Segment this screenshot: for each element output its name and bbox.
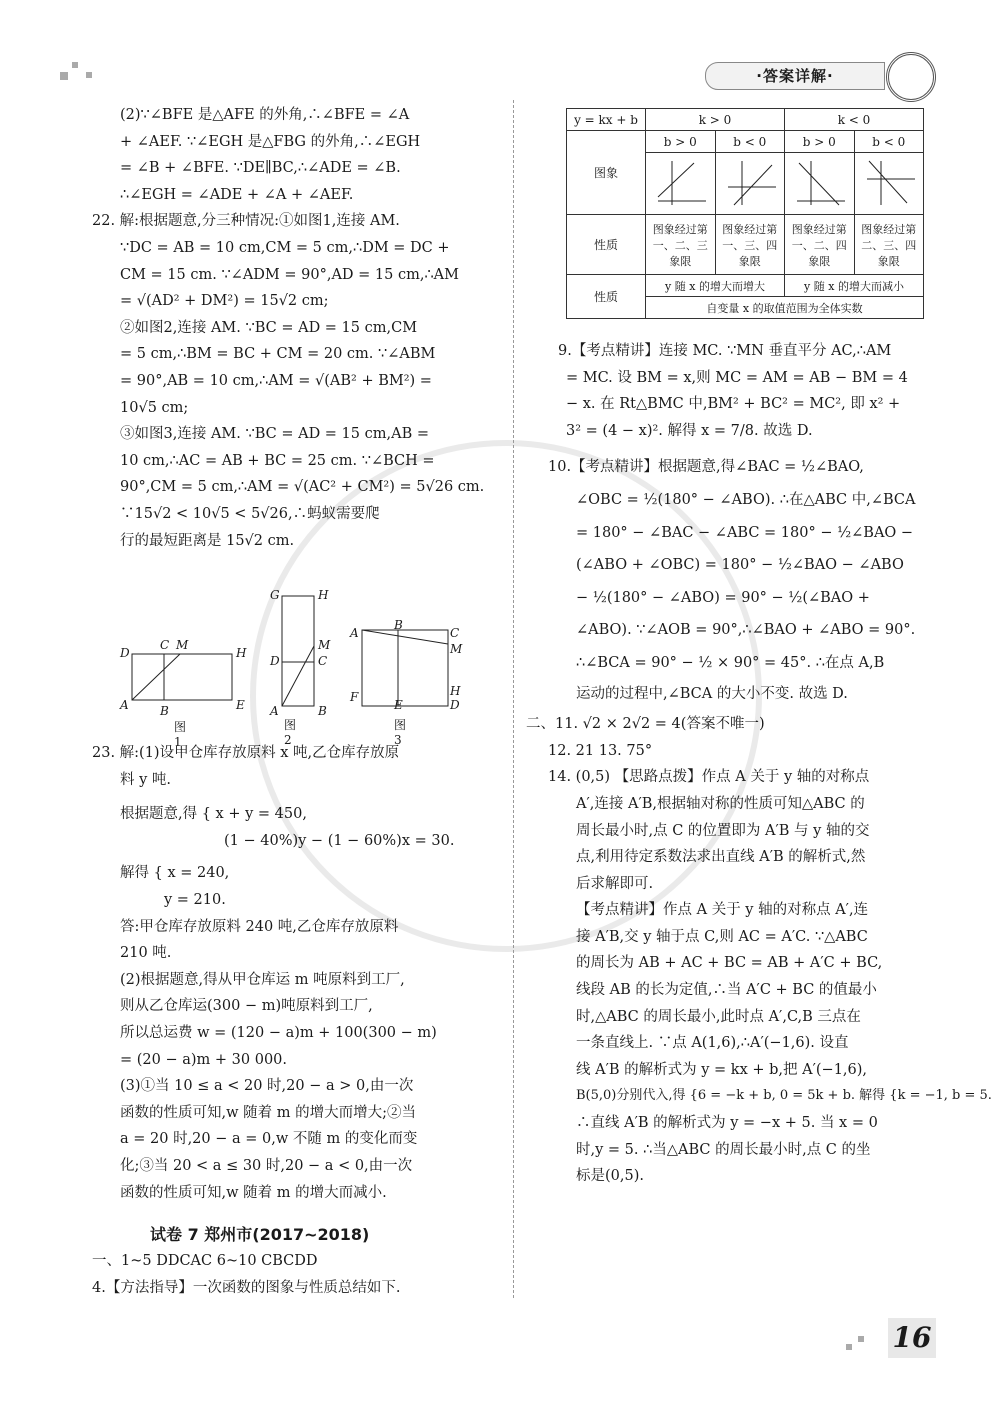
text-line: ③如图3,连接 AM. ∵BC = AD = 15 cm,AB = — [120, 426, 429, 443]
text-line: 运动的过程中,∠BCA 的大小不变. 故选 D. — [576, 685, 848, 702]
fig-label: E — [236, 698, 245, 712]
text-line: 3² = (4 − x)². 解得 x = 7/8. 故选 D. — [566, 422, 813, 439]
fig-caption: 图 3 — [394, 718, 407, 747]
text-line: 根据题意,得 { x + y = 450, — [120, 806, 307, 823]
text-line: 时,y = 5. ∴当△ABC 的周长最小时,点 C 的坐 — [576, 1141, 871, 1158]
fig-label: C — [160, 638, 170, 652]
text-line: 标是(0,5). — [576, 1168, 644, 1185]
column-divider — [513, 100, 514, 1298]
text-line: a = 20 时,20 − a = 0,w 不随 m 的变化而变 — [120, 1131, 418, 1148]
fig-label: D — [450, 698, 460, 712]
text-line: 化;③当 20 < a ≤ 30 时,20 − a < 0,由一次 — [120, 1157, 413, 1174]
text-line: 线段 AB 的长为定值,∴当 A′C + BC 的值最小 — [576, 982, 877, 999]
table-sub: b > 0 — [646, 131, 716, 153]
text-line: = MC. 设 BM = x,则 MC = AM = AB − BM = 4 — [566, 369, 908, 386]
text-line: 函数的性质可知,w 随着 m 的增大而减小. — [120, 1184, 387, 1201]
text-line: 【考点精讲】作点 A 关于 y 轴的对称点 A′,连 — [576, 902, 869, 919]
header-title: ·答案详解· — [705, 62, 885, 90]
text-line: 点,利用待定系数法求出直线 A′B 的解析式,然 — [576, 849, 866, 866]
answer-key — [92, 1248, 492, 1301]
text-line: y = 210. — [164, 891, 226, 908]
text-line: ②如图2,连接 AM. ∵BC = AD = 15 cm,CM — [120, 319, 418, 336]
text-line: 则从乙仓库运(300 − m)吨原料到工厂, — [120, 998, 373, 1015]
text-line: CM = 15 cm. ∵∠ADM = 90°,AD = 15 cm,∴AM — [120, 266, 460, 283]
text-line: 解得 { x = 240, — [120, 865, 230, 882]
text-line: = ∠B + ∠BFE. ∵DE∥BC,∴∠ADE = ∠B. — [120, 160, 401, 177]
corner-decoration — [846, 1344, 852, 1350]
table-sub: b > 0 — [785, 131, 855, 153]
fig-label: B — [160, 704, 169, 718]
text-line: − x. 在 Rt△BMC 中,BM² + BC² = MC², 即 x² + — [566, 396, 901, 413]
text-line: 一、1~5 DDCAC 6~10 CBCDD — [92, 1253, 318, 1269]
text-line: 线 A′B 的解析式为 y = kx + b,把 A′(−1,6), — [576, 1061, 868, 1078]
text-line: 4.【方法指导】一次函数的图象与性质总结如下. — [92, 1279, 401, 1296]
text-line: 函数的性质可知,w 随着 m 的增大而增大;②当 — [120, 1104, 416, 1121]
table-head: k > 0 — [646, 109, 785, 131]
text-line: (1 − 40%)y − (1 − 60%)x = 30. — [224, 832, 455, 849]
fig-label: H — [236, 646, 247, 660]
text-line: 10√5 cm; — [120, 399, 189, 416]
fig-label: D — [270, 654, 280, 668]
corner-decoration — [86, 72, 92, 78]
page-number: 16 — [888, 1318, 936, 1358]
text-line: B(5,0)分别代入,得 {6 = −k + b, 0 = 5k + b. 解得 {k = −1, b = 5. — [576, 1088, 992, 1104]
text-line: 10.【考点精讲】根据题意,得∠BAC = ½∠BAO, — [548, 459, 864, 476]
text-line: ∵15√2 < 10√5 < 5√26,∴蚂蚁需要爬 — [120, 505, 380, 522]
fig-label: C — [318, 654, 328, 668]
fig-label: B — [318, 704, 327, 718]
text-line: = 180° − ∠BAC − ∠ABC = 180° − ½∠BAO − — [576, 524, 914, 541]
fig-label: A — [270, 704, 279, 718]
text-line: 一条直线上. ∵点 A(1,6),∴A′(−1,6). 设直 — [576, 1035, 849, 1052]
table-label: 图象 — [567, 131, 646, 215]
text-line: 所以总运费 w = (120 − a)m + 100(300 − m) — [120, 1024, 437, 1041]
table-head: y = kx + b — [567, 109, 646, 131]
text-line: (2)∵∠BFE 是△AFE 的外角,∴∠BFE = ∠A — [120, 107, 410, 123]
fig-label: H — [318, 588, 329, 602]
publisher-logo — [886, 52, 936, 102]
exam-title: 试卷 7 郑州市(2017~2018) — [150, 1225, 370, 1244]
text-line: 行的最短距离是 15√2 cm. — [120, 532, 295, 549]
text-line: (2)根据题意,得从甲仓库运 m 吨原料到工厂, — [120, 971, 405, 988]
text-line: 时,△ABC 的周长最小,此时点 A′,C,B 三点在 — [576, 1008, 861, 1025]
fig-label: A — [120, 698, 129, 712]
text-line: 10 cm,∴AC = AB + BC = 25 cm. ∵∠BCH = — [120, 452, 435, 469]
graph-cell — [715, 153, 785, 215]
figure-3 — [354, 586, 494, 726]
text-line: 周长最小时,点 C 的位置即为 A′B 与 y 轴的交 — [576, 822, 870, 839]
corner-decoration — [72, 62, 78, 68]
text-line: A′,连接 A′B,根据轴对称的性质可知△ABC 的 — [576, 795, 865, 812]
text-line: 90°,CM = 5 cm,∴AM = √(AC² + CM²) = 5√26 cm. — [120, 479, 485, 496]
graph-cell — [785, 153, 855, 215]
prop-cell: y 随 x 的增大而增大 — [646, 275, 785, 297]
text-line: (∠ABO + ∠OBC) = 180° − ½∠BAO − ∠ABO — [576, 557, 904, 574]
prop-cell: y 随 x 的增大而减小 — [785, 275, 924, 297]
table-sub: b < 0 — [854, 131, 924, 153]
fig-label: F — [350, 690, 359, 704]
text-line: 14. (0,5) 【思路点拨】作点 A 关于 y 轴的对称点 — [548, 769, 870, 786]
text-line: − ½(180° − ∠ABO) = 90° − ½(∠BAO + — [576, 589, 870, 606]
text-line: 22. 解:根据题意,分三种情况:①如图1,连接 AM. — [92, 213, 400, 230]
left-column — [92, 102, 490, 554]
text-line: + ∠AEF. ∵∠EGH 是△FBG 的外角,∴∠EGH — [120, 133, 421, 150]
fig-label: M — [176, 638, 189, 652]
fig-caption: 图 1 — [174, 720, 187, 749]
fig-label: A — [350, 626, 359, 640]
text-line: = 5 cm,∴BM = BC + CM = 20 cm. ∵∠ABM — [120, 346, 436, 363]
table-head: k < 0 — [785, 109, 924, 131]
text-line: ∴直线 A′B 的解析式为 y = −x + 5. 当 x = 0 — [576, 1115, 878, 1132]
fig-label: G — [270, 588, 280, 602]
left-column-2 — [92, 740, 490, 1206]
text-line: 23. 解:(1)设甲仓库存放原料 x 吨,乙仓库存放原 — [92, 745, 400, 761]
fig-label: M — [318, 638, 331, 652]
text-line: 后求解即可. — [576, 875, 654, 892]
text-line: 210 吨. — [120, 945, 172, 962]
fig-label: C — [450, 626, 460, 640]
graph-cell — [646, 153, 716, 215]
text-line: ∠ABO). ∵∠AOB = 90°,∴∠BAO + ∠ABO = 90°. — [576, 622, 916, 639]
fig-label: E — [394, 698, 403, 712]
text-line: 二、11. √2 × 2√2 = 4(答案不唯一) — [526, 716, 765, 733]
text-line: = √(AD² + DM²) = 15√2 cm; — [120, 293, 329, 310]
prop-cell: 图象经过第一、二、四象限 — [785, 215, 855, 275]
text-line: ∵DC = AB = 10 cm,CM = 5 cm,∴DM = DC + — [120, 239, 450, 256]
text-line: 答:甲仓库存放原料 240 吨,乙仓库存放原料 — [120, 918, 399, 935]
fig-caption: 图 2 — [284, 718, 297, 747]
table-label: 性质 — [567, 215, 646, 275]
text-line: 料 y 吨. — [120, 771, 172, 788]
prop-cell: 图象经过第一、二、三象限 — [646, 215, 716, 275]
text-line: ∴∠EGH = ∠ADE + ∠A + ∠AEF. — [120, 186, 354, 203]
prop-cell: 自变量 x 的取值范围为全体实数 — [646, 297, 924, 319]
table-label: 性质 — [567, 275, 646, 319]
text-line: 9.【考点精讲】连接 MC. ∵MN 垂直平分 AC,∴AM — [558, 343, 892, 359]
prop-cell: 图象经过第一、三、四象限 — [715, 215, 785, 275]
text-line: 接 A′B,交 y 轴于点 C,则 AC = A′C. ∵△ABC — [576, 928, 868, 945]
text-line: 12. 21 13. 75° — [548, 742, 653, 759]
linear-function-table — [566, 108, 924, 319]
right-column — [526, 338, 992, 1190]
text-line: ∠OBC = ½(180° − ∠ABO). ∴在△ABC 中,∠BCA — [576, 491, 916, 508]
graph-cell — [854, 153, 924, 215]
corner-decoration — [60, 72, 68, 80]
table-sub: b < 0 — [715, 131, 785, 153]
text-line: = (20 − a)m + 30 000. — [120, 1051, 287, 1068]
corner-decoration — [858, 1336, 864, 1342]
fig-label: H — [450, 684, 461, 698]
text-line: ∴∠BCA = 90° − ½ × 90° = 45°. ∴在点 A,B — [576, 654, 885, 671]
text-line: (3)①当 10 ≤ a < 20 时,20 − a > 0,由一次 — [120, 1078, 414, 1095]
fig-label: M — [450, 642, 463, 656]
fig-label: B — [394, 618, 403, 632]
fig-label: D — [120, 646, 130, 660]
text-line: 的周长为 AB + AC + BC = AB + A′C + BC, — [576, 955, 883, 972]
text-line: = 90°,AB = 10 cm,∴AM = √(AB² + BM²) = — [120, 372, 432, 389]
prop-cell: 图象经过第二、三、四象限 — [854, 215, 924, 275]
